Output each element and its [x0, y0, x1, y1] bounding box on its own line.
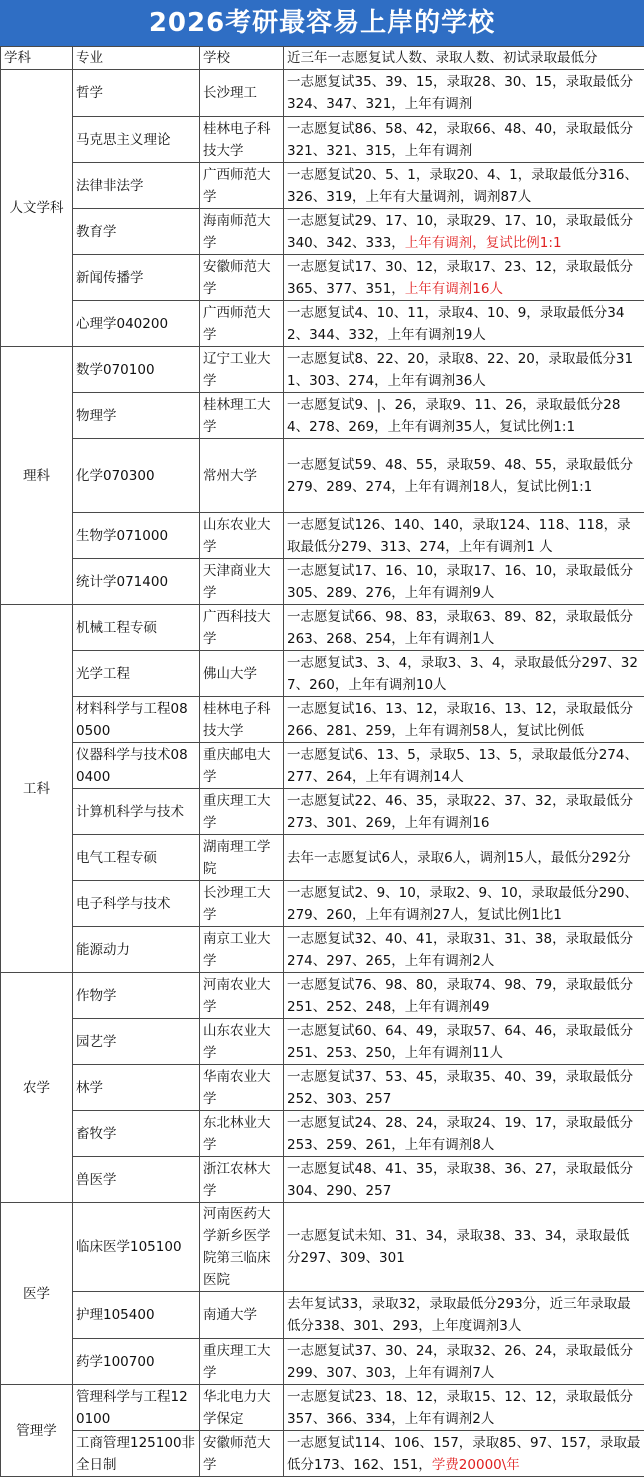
table-row: [1, 651, 644, 697]
category-cell: 管理学: [1, 1385, 73, 1477]
table-row: [1, 1292, 644, 1339]
major-cell: 新闻传播学: [73, 255, 200, 301]
info-cell: [284, 605, 644, 651]
major-cell: 工商管理125100非全日制: [73, 1431, 200, 1477]
info-cell: [284, 255, 644, 301]
school-cell: 广西师范大学: [200, 163, 284, 209]
major-cell: 心理学040200: [73, 301, 200, 347]
category-cell: 农学: [1, 973, 73, 1203]
table-row: [1, 439, 644, 513]
school-cell: 华北电力大学保定: [200, 1385, 284, 1431]
info-text: 一志愿复试17、30、12，录取17、23、12，录取最低分365、377、351，: [287, 259, 633, 297]
major-cell: 机械工程专硕: [73, 605, 200, 651]
info-cell: [284, 1203, 644, 1292]
table-row: [1, 1111, 644, 1157]
info-cell: [284, 347, 644, 393]
school-cell: 桂林理工大学: [200, 393, 284, 439]
table-row: [1, 255, 644, 301]
info-text: 一志愿复试60、64、49，录取57、64、46，录取最低分251、253、250，上年有调剂11人: [287, 1023, 633, 1061]
info-text: 一志愿复试48、41、35，录取38、36、27，录取最低分304、290、257: [287, 1161, 633, 1199]
table-row: [1, 559, 644, 605]
major-cell: 能源动力: [73, 927, 200, 973]
table-row: [1, 1431, 644, 1477]
info-text: 一志愿复试17、16、10，录取17、16、10，录取最低分305、289、276，上年有调剂9人: [287, 563, 633, 601]
table-row: [1, 697, 644, 743]
info-cell: [284, 835, 644, 881]
info-text: 一志愿复试59、48、55，录取59、48、55，录取最低分279、289、274，上年有调剂18人，复试比例1:1: [287, 457, 633, 495]
table-row: [1, 1203, 644, 1292]
info-cell: [284, 1339, 644, 1385]
info-text: 去年一志愿复试6人，录取6人，调剂15人，最低分292分: [287, 850, 631, 866]
table-row: [1, 117, 644, 163]
major-cell: 物理学: [73, 393, 200, 439]
major-cell: 生物学071000: [73, 513, 200, 559]
info-cell: [284, 1111, 644, 1157]
category-cell: 医学: [1, 1203, 73, 1385]
major-cell: 兽医学: [73, 1157, 200, 1203]
school-cell: 南京工业大学: [200, 927, 284, 973]
table-row: [1, 881, 644, 927]
school-cell: 广西师范大学: [200, 301, 284, 347]
school-cell: 长沙理工: [200, 70, 284, 117]
school-cell: 重庆理工大学: [200, 789, 284, 835]
info-cell: [284, 70, 644, 117]
info-highlight: 上年有调剂，复试比例1:1: [405, 235, 562, 251]
info-cell: [284, 1157, 644, 1203]
header-category: 学科: [1, 47, 73, 70]
info-text: 一志愿复试3、3、4，录取3、3、4，录取最低分297、327、260，上年有调剂10人: [287, 655, 638, 693]
info-cell: [284, 973, 644, 1019]
category-cell: 工科: [1, 605, 73, 973]
major-cell: 光学工程: [73, 651, 200, 697]
major-cell: 数学070100: [73, 347, 200, 393]
table-row: [1, 393, 644, 439]
info-text: 一志愿复试22、46、35，录取22、37、32，录取最低分273、301、269，上年有调剂16: [287, 793, 633, 831]
info-highlight: 上年有调剂16人: [405, 281, 503, 297]
info-text: 一志愿复试23、18、12，录取15、12、12，录取最低分357、366、334，上年有调剂2人: [287, 1389, 633, 1427]
info-text: 一志愿复试8、22、20，录取8、22、20，录取最低分311、303、274，上年有调剂36人: [287, 351, 633, 389]
info-cell: [284, 697, 644, 743]
info-text: 一志愿复试未知、31、34，录取38、33、34，录取最低分297、309、301: [287, 1228, 629, 1266]
info-cell: [284, 209, 644, 255]
major-cell: 计算机科学与技术: [73, 789, 200, 835]
major-cell: 哲学: [73, 70, 200, 117]
info-text: 一志愿复试32、40、41，录取31、31、38，录取最低分274、297、265，上年有调剂2人: [287, 931, 633, 969]
major-cell: 林学: [73, 1065, 200, 1111]
info-cell: [284, 439, 644, 513]
school-cell: 佛山大学: [200, 651, 284, 697]
category-cell: 理科: [1, 347, 73, 605]
school-cell: 山东农业大学: [200, 1019, 284, 1065]
major-cell: 临床医学105100: [73, 1203, 200, 1292]
info-cell: [284, 743, 644, 789]
school-cell: 河南医药大学新乡医学院第三临床医院: [200, 1203, 284, 1292]
info-text: 一志愿复试9、|、26，录取9、11、26，录取最低分284、278、269，上年有调剂35人，复试比例1:1: [287, 397, 620, 435]
school-cell: 天津商业大学: [200, 559, 284, 605]
info-text: 一志愿复试76、98、80，录取74、98、79，录取最低分251、252、248，上年有调剂49: [287, 977, 633, 1015]
school-cell: 东北林业大学: [200, 1111, 284, 1157]
major-cell: 药学100700: [73, 1339, 200, 1385]
major-cell: 化学070300: [73, 439, 200, 513]
school-cell: 辽宁工业大学: [200, 347, 284, 393]
info-cell: [284, 1065, 644, 1111]
info-text: 一志愿复试16、13、12，录取16、13、12，录取最低分266、281、259，上年有调剂58人，复试比例低: [287, 701, 633, 739]
table-row: [1, 70, 644, 117]
school-cell: 山东农业大学: [200, 513, 284, 559]
table-body: [1, 70, 644, 1477]
info-text: 去年复试33，录取32，录取最低分293分，近三年录取最低分338、301、293，上年度调剂3人: [287, 1296, 631, 1334]
major-cell: 仪器科学与技术080400: [73, 743, 200, 789]
major-cell: 管理科学与工程120100: [73, 1385, 200, 1431]
major-cell: 电气工程专硕: [73, 835, 200, 881]
info-text: 一志愿复试4、10、11，录取4、10、9，录取最低分342、344、332，上年有调剂19人: [287, 305, 624, 343]
school-cell: 重庆理工大学: [200, 1339, 284, 1385]
school-cell: 广西科技大学: [200, 605, 284, 651]
school-cell: 安徽师范大学: [200, 255, 284, 301]
info-cell: [284, 881, 644, 927]
category-cell: 人文学科: [1, 70, 73, 347]
major-cell: 材料科学与工程080500: [73, 697, 200, 743]
header-major: 专业: [73, 47, 200, 70]
info-cell: [284, 163, 644, 209]
info-cell: [284, 1431, 644, 1477]
school-cell: 湖南理工学院: [200, 835, 284, 881]
table-row: [1, 605, 644, 651]
school-cell: 重庆邮电大学: [200, 743, 284, 789]
header-school: 学校: [200, 47, 284, 70]
school-cell: 海南师范大学: [200, 209, 284, 255]
info-text: 一志愿复试37、53、45，录取35、40、39，录取最低分252、303、257: [287, 1069, 633, 1107]
info-highlight: 学费20000\年: [432, 1457, 520, 1473]
table-row: [1, 927, 644, 973]
info-cell: [284, 393, 644, 439]
major-cell: 畜牧学: [73, 1111, 200, 1157]
header-row: [1, 47, 644, 70]
school-cell: 桂林电子科技大学: [200, 117, 284, 163]
info-text: 一志愿复试37、30、24，录取32、26、24，录取最低分299、307、303，上年有调剂7人: [287, 1343, 633, 1381]
info-text: 一志愿复试6、13、5，录取5、13、5，录取最低分274、277、264，上年有调剂14人: [287, 747, 638, 785]
school-cell: 长沙理工大学: [200, 881, 284, 927]
info-text: 一志愿复试20、5、1，录取20、4、1，录取最低分316、326、319，上年有大量调剂，调剂87人: [287, 167, 638, 205]
table-row: [1, 973, 644, 1019]
info-cell: [284, 789, 644, 835]
school-cell: 南通大学: [200, 1292, 284, 1339]
table-row: [1, 1157, 644, 1203]
major-cell: 电子科学与技术: [73, 881, 200, 927]
major-cell: 作物学: [73, 973, 200, 1019]
info-cell: [284, 927, 644, 973]
table-row: [1, 1019, 644, 1065]
table-row: [1, 1339, 644, 1385]
major-cell: 护理105400: [73, 1292, 200, 1339]
info-cell: [284, 1292, 644, 1339]
info-cell: [284, 513, 644, 559]
school-cell: 常州大学: [200, 439, 284, 513]
major-cell: 马克思主义理论: [73, 117, 200, 163]
info-cell: [284, 559, 644, 605]
info-cell: [284, 651, 644, 697]
major-cell: 法律非法学: [73, 163, 200, 209]
table-row: [1, 1385, 644, 1431]
table-row: [1, 743, 644, 789]
table-row: [1, 835, 644, 881]
school-cell: 桂林电子科技大学: [200, 697, 284, 743]
table-row: [1, 209, 644, 255]
header-info: 近三年一志愿复试人数、录取人数、初试录取最低分: [284, 47, 644, 70]
schools-table: [0, 46, 644, 1477]
info-text: 一志愿复试66、98、83，录取63、89、82，录取最低分263、268、254，上年有调剂1人: [287, 609, 633, 647]
major-cell: 园艺学: [73, 1019, 200, 1065]
major-cell: 教育学: [73, 209, 200, 255]
info-text: 一志愿复试126、140、140，录取124、118、118，录取最低分279、313、274，上年有调剂1 人: [287, 517, 631, 555]
info-text: 一志愿复试2、9、10，录取2、9、10，录取最低分290、279、260，上年有调剂27人，复试比例1比1: [287, 885, 638, 923]
info-text: 一志愿复试29、17、10，录取29、17、10，录取最低分340、342、333，: [287, 213, 633, 251]
table-row: [1, 301, 644, 347]
info-cell: [284, 1019, 644, 1065]
table-row: [1, 1065, 644, 1111]
school-cell: 安徽师范大学: [200, 1431, 284, 1477]
table-row: [1, 789, 644, 835]
school-cell: 河南农业大学: [200, 973, 284, 1019]
table-row: [1, 163, 644, 209]
info-text: 一志愿复试35、39、15，录取28、30、15，录取最低分324、347、321，上年有调剂: [287, 74, 633, 112]
table-row: [1, 513, 644, 559]
info-text: 一志愿复试114、106、157，录取85、97、157，录取最低分173、162、151，: [287, 1435, 640, 1473]
table-row: [1, 347, 644, 393]
school-cell: 浙江农林大学: [200, 1157, 284, 1203]
info-cell: [284, 301, 644, 347]
info-text: 一志愿复试24、28、24，录取24、19、17，录取最低分253、259、261，上年有调剂8人: [287, 1115, 633, 1153]
info-cell: [284, 1385, 644, 1431]
major-cell: 统计学071400: [73, 559, 200, 605]
info-text: 一志愿复试86、58、42，录取66、48、40，录取最低分321、321、315，上年有调剂: [287, 121, 633, 159]
page-title: 2026考研最容易上岸的学校: [0, 0, 644, 46]
school-cell: 华南农业大学: [200, 1065, 284, 1111]
info-cell: [284, 117, 644, 163]
